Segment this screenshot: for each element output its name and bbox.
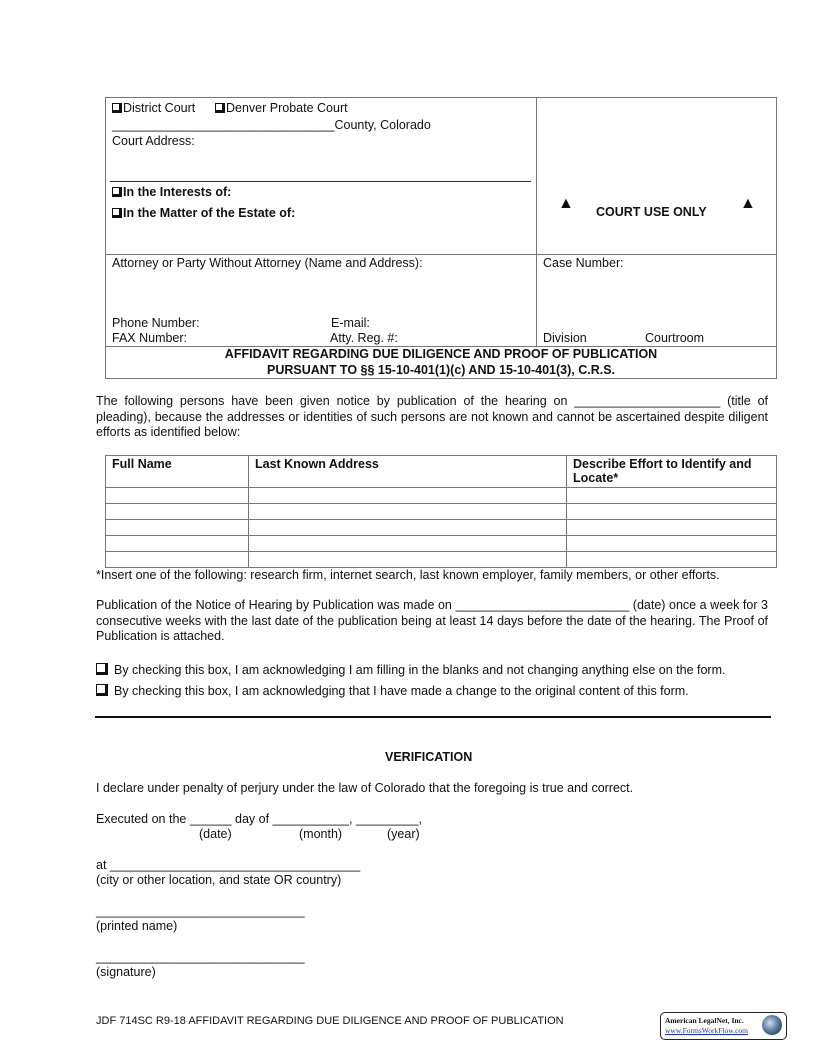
logo-url[interactable]: www.FormsWorkFlow.com bbox=[665, 1026, 749, 1035]
check-no-change[interactable] bbox=[96, 663, 725, 677]
location-line[interactable]: at ____________________________________ bbox=[96, 858, 361, 872]
table-row[interactable] bbox=[106, 552, 777, 568]
date-caption: (date) bbox=[199, 827, 232, 841]
signature-line[interactable]: ______________________________ bbox=[96, 950, 305, 964]
in-interests-label: In the Interests of: bbox=[123, 185, 232, 199]
checkbox-icon bbox=[215, 103, 225, 113]
fax-label: FAX Number: bbox=[112, 331, 188, 345]
attorney-label: Attorney or Party Without Attorney (Name and Address): bbox=[112, 256, 423, 270]
phone-label: Phone Number: bbox=[112, 316, 200, 330]
executed-line[interactable]: Executed on the ______ day of ___________, _________, bbox=[96, 812, 422, 826]
case-number-label: Case Number: bbox=[543, 256, 624, 270]
year-caption: (year) bbox=[387, 827, 420, 841]
checkbox-icon bbox=[96, 684, 108, 696]
logo-name: American LegalNet, Inc. bbox=[665, 1016, 744, 1025]
printed-name-caption: (printed name) bbox=[96, 919, 178, 933]
signature-caption: (signature) bbox=[96, 965, 156, 979]
table-row[interactable] bbox=[106, 488, 777, 504]
court-use-only: COURT USE ONLY bbox=[596, 205, 707, 219]
header-address: Last Known Address bbox=[249, 456, 567, 488]
division-label: Division bbox=[543, 331, 587, 345]
form-title-line1: AFFIDAVIT REGARDING DUE DILIGENCE AND PROOF OF PUBLICATION bbox=[224, 347, 658, 361]
form-title-line2: PURSUANT TO §§ 15-10-401(1)(c) AND 15-10-401(3), C.R.S. bbox=[266, 363, 616, 377]
footer-text: JDF 714SC R9-18 AFFIDAVIT REGARDING DUE DILIGENCE AND PROOF OF PUBLICATION bbox=[96, 1015, 564, 1027]
checkbox-icon bbox=[112, 208, 122, 218]
court-address-label: Court Address: bbox=[112, 134, 195, 148]
estate-checkbox[interactable] bbox=[112, 206, 295, 220]
denver-probate-checkbox[interactable] bbox=[215, 101, 348, 115]
intro-paragraph: The following persons have been given notice by publication of the hearing on _____________________ (title of pleading), because the addresses or identities of such persons are not known and cannot be ascertained despite diligent efforts as identified below: bbox=[96, 394, 768, 439]
header-full-name: Full Name bbox=[106, 456, 249, 488]
declare-text: I declare under penalty of perjury under the law of Colorado that the foregoing is true and correct. bbox=[96, 781, 634, 795]
triangle-up-icon: ▲ bbox=[558, 195, 574, 212]
check-label: By checking this box, I am acknowledging I am filling in the blanks and not changing anything else on the form. bbox=[114, 663, 726, 677]
publication-paragraph: Publication of the Notice of Hearing by Publication was made on _________________________ (date) once a week for 3 consecutive weeks with the last date of the publication being at least 14 days before the date of the hearing. The Proof of Publication is attached. bbox=[96, 598, 768, 643]
courtroom-label: Courtroom bbox=[645, 331, 705, 345]
county-label: County, Colorado bbox=[334, 118, 431, 132]
american-legalnet-logo[interactable] bbox=[660, 1012, 787, 1040]
divider bbox=[95, 716, 771, 718]
check-label: By checking this box, I am acknowledging that I have made a change to the original content of this form. bbox=[114, 684, 689, 698]
checkbox-icon bbox=[112, 103, 122, 113]
persons-table bbox=[105, 455, 777, 568]
denver-probate-label: Denver Probate Court bbox=[226, 101, 348, 115]
footnote: *Insert one of the following: research firm, internet search, last known employer, family members, or other efforts. bbox=[96, 568, 720, 582]
table-row[interactable] bbox=[106, 536, 777, 552]
check-changed[interactable] bbox=[96, 684, 689, 698]
county-line[interactable] bbox=[112, 118, 431, 132]
triangle-up-icon: ▲ bbox=[740, 195, 756, 212]
table-row[interactable] bbox=[106, 504, 777, 520]
verification-heading: VERIFICATION bbox=[385, 750, 473, 764]
county-blank: ________________________________ bbox=[112, 118, 335, 132]
checkbox-icon bbox=[112, 187, 122, 197]
globe-icon bbox=[762, 1015, 782, 1035]
table-row[interactable] bbox=[106, 520, 777, 536]
month-caption: (month) bbox=[299, 827, 343, 841]
location-caption: (city or other location, and state OR country) bbox=[96, 873, 342, 887]
email-label: E-mail: bbox=[331, 316, 370, 330]
atty-reg-label: Atty. Reg. #: bbox=[330, 331, 398, 345]
printed-name-line[interactable]: ______________________________ bbox=[96, 904, 305, 918]
header-effort: Describe Effort to Identify and Locate* bbox=[567, 456, 777, 488]
estate-label: In the Matter of the Estate of: bbox=[123, 206, 296, 220]
in-interests-checkbox[interactable] bbox=[112, 185, 231, 199]
checkbox-icon bbox=[96, 663, 108, 675]
district-court-label: District Court bbox=[123, 101, 196, 115]
district-court-checkbox[interactable] bbox=[112, 101, 195, 115]
